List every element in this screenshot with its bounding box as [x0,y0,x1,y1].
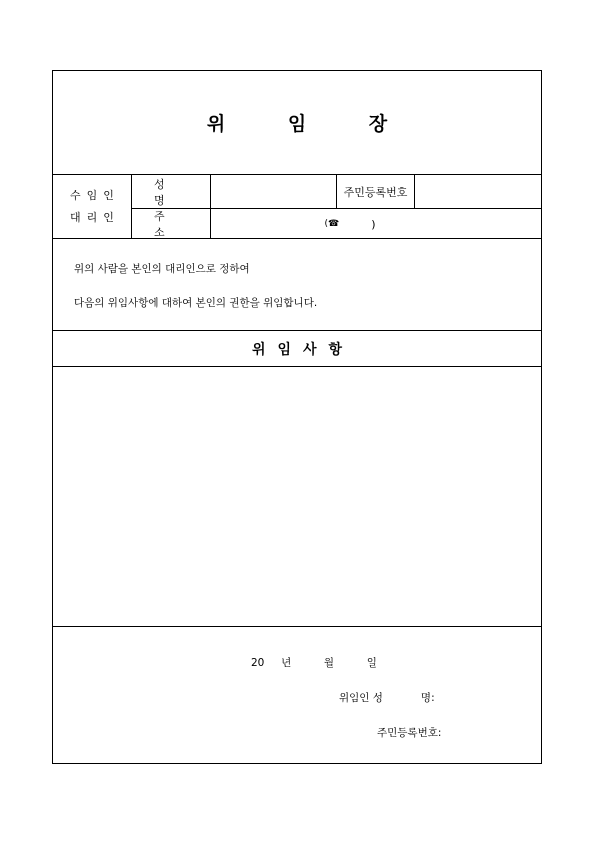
day-label: 일 [366,657,377,669]
phone-close: ) [371,217,376,231]
agent-info-table [53,175,541,239]
role-label-line2: 대리인 [70,210,120,224]
delegated-items-header: 위임사항 [53,331,541,367]
date-line [251,655,377,670]
phone-icon: (☎ [324,219,340,229]
delegator-resident-id-line: 주민등록번호: [377,727,442,739]
role-label-line1: 수임인 [70,188,120,202]
delegator-label-part2: 명: [420,692,435,704]
address-field[interactable] [211,209,541,239]
statement-line1: 위의 사람을 본인의 대리인으로 정하여 [74,263,250,275]
role-label-cell [53,175,132,238]
year-label: 년 [281,657,292,669]
resident-id-label: 주민등록번호 [337,175,415,209]
delegator-label-part1: 위임인 성 [339,692,383,704]
signature-section [53,627,541,765]
delegated-items-field[interactable] [53,367,541,627]
date-year-prefix: 20 [251,657,265,669]
statement-line2: 다음의 위임사항에 대하여 본인의 권한을 위임합니다. [74,297,318,309]
delegator-name-line [339,690,435,705]
month-label: 월 [323,657,335,669]
delegation-statement [53,239,541,331]
delegation-form [52,70,542,764]
name-label: 성명 [132,175,211,209]
address-label: 주소 [132,209,211,239]
document-title: 위 임 장 [53,71,541,175]
resident-id-field[interactable] [415,175,541,209]
name-field[interactable] [211,175,337,209]
